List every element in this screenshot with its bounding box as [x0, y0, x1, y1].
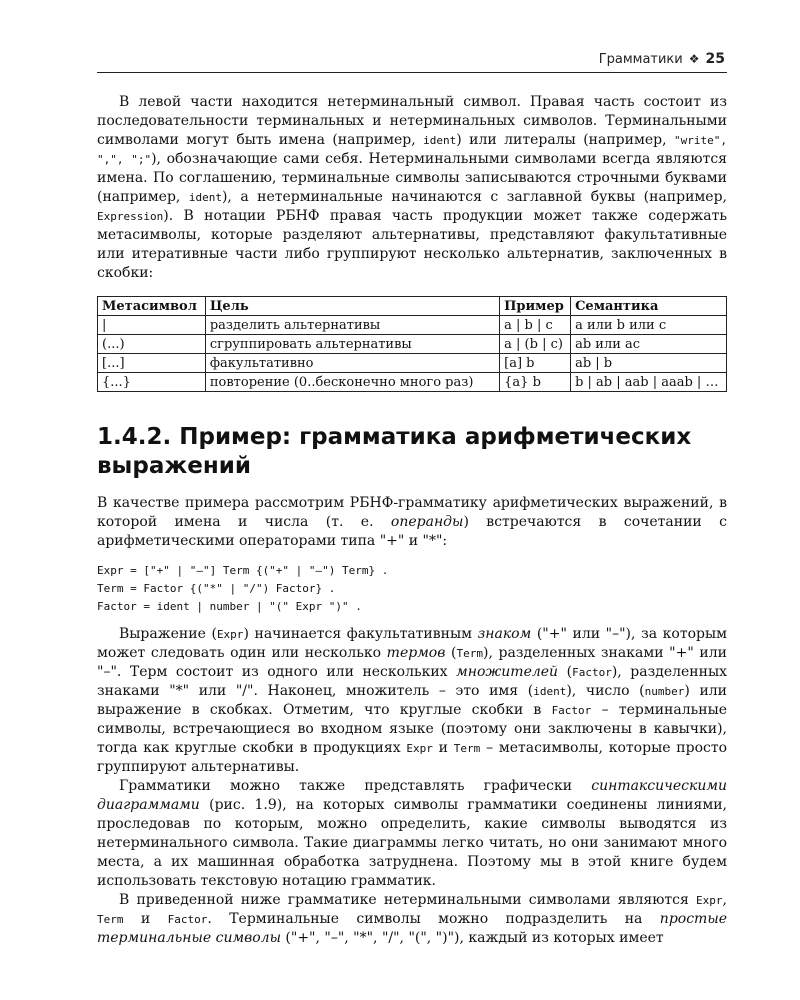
table-header-cell: Цель: [205, 297, 499, 316]
code-run: Term: [453, 742, 481, 755]
paragraph: [97, 625, 727, 777]
emphasis-run: термов: [386, 645, 446, 661]
table-row: [98, 373, 727, 392]
text-run: и: [123, 911, 168, 927]
table-cell: {...}: [98, 373, 206, 392]
text-run: В качестве примера рассмотрим РБНФ-грамматику арифметических выражений, в которой имена и числа (т. е.: [97, 495, 727, 530]
text-run: ) начинается факультативным: [243, 626, 478, 642]
explanation-paragraphs: [97, 625, 727, 948]
code-run: Expression: [97, 210, 164, 223]
code-run: ident: [423, 134, 457, 147]
text-run: (: [445, 645, 457, 661]
text-run: . Терминальные символы можно подразделить на: [207, 911, 660, 927]
table-cell: b | ab | aab | aaab | …: [571, 373, 727, 392]
text-run: ) или выражение в скобках. Отметим, что круглые скобки в: [97, 683, 728, 718]
header-section-title: Грамматики: [598, 52, 683, 67]
emphasis-run: операнды: [390, 514, 464, 530]
table-cell: a | (b | c): [500, 335, 571, 354]
code-run: Term: [456, 647, 483, 660]
code-run: Expr: [216, 628, 244, 641]
text-run: – терминальные символы, встречающиеся во входном языке (поэтому они заключены в кавычки), тогда как круглые скобки в продукциях: [97, 702, 727, 756]
text-run: ), разделенных знаками "+" или "–". Терм состоит из одного или нескольких: [97, 645, 727, 680]
code-run: Factor: [551, 704, 592, 717]
text-run: – метасимволы, которые просто группируют альтернативы.: [97, 740, 728, 775]
code-run: ident: [188, 191, 222, 204]
table-cell: (...): [98, 335, 206, 354]
metasymbol-table: [97, 296, 727, 392]
text-run: (рис. 1.9), на которых символы грамматики соединены линиями, проследовав по которым, можно определить, какие символы выводятся из нетерминального символа. Такие диаграммы легко читать, но они занимают много места, а их машинная обработка затруднена. Поэтому мы в этой книге будем использовать текстовую нотацию грамматик.: [97, 797, 727, 889]
text-run: ), обозначающие сами себя. Нетерминальными символами всегда являются имена. По соглашению, терминальные символы записываются строчными буквами (например,: [97, 151, 727, 205]
table-header-row: [98, 297, 727, 316]
code-run: Factor: [572, 666, 612, 679]
table-cell: разделить альтернативы: [205, 316, 499, 335]
emphasis-run: знаком: [477, 626, 532, 642]
text-run: В левой части находится нетерминальный символ. Правая часть состоит из последовательности терминальных и нетерминальных символов. Терминальными символами могут быть имена (например,: [97, 94, 727, 148]
code-line: Factor = ident | number | "(" Expr ")" .: [97, 600, 362, 613]
text-run: ,: [722, 892, 727, 908]
header-right: [599, 51, 725, 67]
table-row: [98, 335, 727, 354]
table-row: [98, 316, 727, 335]
code-run: Factor: [167, 913, 208, 926]
text-run: ) или литералы (например,: [456, 132, 674, 148]
code-run: Term: [97, 913, 124, 926]
text-run: В приведенной ниже грамматике нетерминальными символами являются: [119, 892, 697, 908]
code-run: "write", ",", ";": [97, 134, 727, 166]
table-cell: сгруппировать альтернативы: [205, 335, 499, 354]
code-run: Expr: [406, 742, 433, 755]
table-header-cell: Семантика: [571, 297, 727, 316]
code-run: ident: [533, 685, 567, 698]
text-run: Грамматики можно также представлять графически: [119, 778, 592, 794]
code-line: Term = Factor {("*" | "/") Factor} .: [97, 582, 336, 595]
text-run: и: [432, 740, 454, 756]
text-run: ), разделенных знаками "*" или "/". Наконец, множитель – это имя (: [97, 664, 727, 699]
text-run: ). В нотации РБНФ правая часть продукции может также содержать метасимволы, которые разделяют альтернативы, представляют факультативные или итеративные части либо группируют несколько альтернатив, заключенных в скобки:: [97, 208, 727, 281]
table-cell: {a} b: [500, 373, 571, 392]
paragraph: [97, 891, 727, 948]
paragraph: [97, 777, 727, 891]
table-row: [98, 354, 727, 373]
table-cell: ab или ac: [571, 335, 727, 354]
table-cell: |: [98, 316, 206, 335]
table-header-cell: Метасимвол: [98, 297, 206, 316]
text-run: ), а нетерминальные начинаются с заглавной буквы (например,: [221, 189, 727, 205]
code-run: number: [644, 685, 685, 698]
text-run: ("+" или "–"), за которым может следовать один или несколько: [97, 626, 728, 661]
emphasis-run: синтаксическими диаграммами: [97, 778, 727, 813]
text-run: ), число (: [566, 683, 645, 699]
page-number: 25: [705, 51, 725, 67]
intro-paragraph: [97, 93, 727, 283]
book-page: [97, 0, 727, 1000]
emphasis-run: множителей: [456, 664, 559, 680]
header-ornament-icon: ❖: [688, 52, 700, 66]
text-run: ) встречаются в сочетании с арифметическими операторами типа "+" и "*":: [97, 514, 727, 549]
code-line: Expr = ["+" | "–"] Term {("+" | "–") Term} .: [97, 564, 389, 577]
table-cell: повторение (0..бесконечно много раз): [205, 373, 499, 392]
example-intro-paragraph: [97, 494, 727, 551]
table-cell: a | b | c: [500, 316, 571, 335]
running-header: [97, 48, 727, 73]
table-cell: факультативно: [205, 354, 499, 373]
table-cell: a или b или c: [571, 316, 727, 335]
heading-line: выражений: [97, 453, 251, 479]
table-cell: ab | b: [571, 354, 727, 373]
emphasis-run: простые терминальные символы: [97, 911, 728, 946]
text-run: ("+", "–", "*", "/", "(", ")"), каждый из которых имеет: [280, 930, 664, 946]
table-header-cell: Пример: [500, 297, 571, 316]
section-heading: [97, 423, 727, 481]
code-run: Expr: [696, 894, 723, 907]
table-cell: [a] b: [500, 354, 571, 373]
text-run: Выражение (: [119, 626, 217, 642]
heading-line: 1.4.2. Пример: грамматика арифметических: [97, 424, 692, 450]
text-run: (: [558, 664, 573, 680]
table-cell: [...]: [98, 354, 206, 373]
grammar-code-block: [97, 562, 727, 616]
